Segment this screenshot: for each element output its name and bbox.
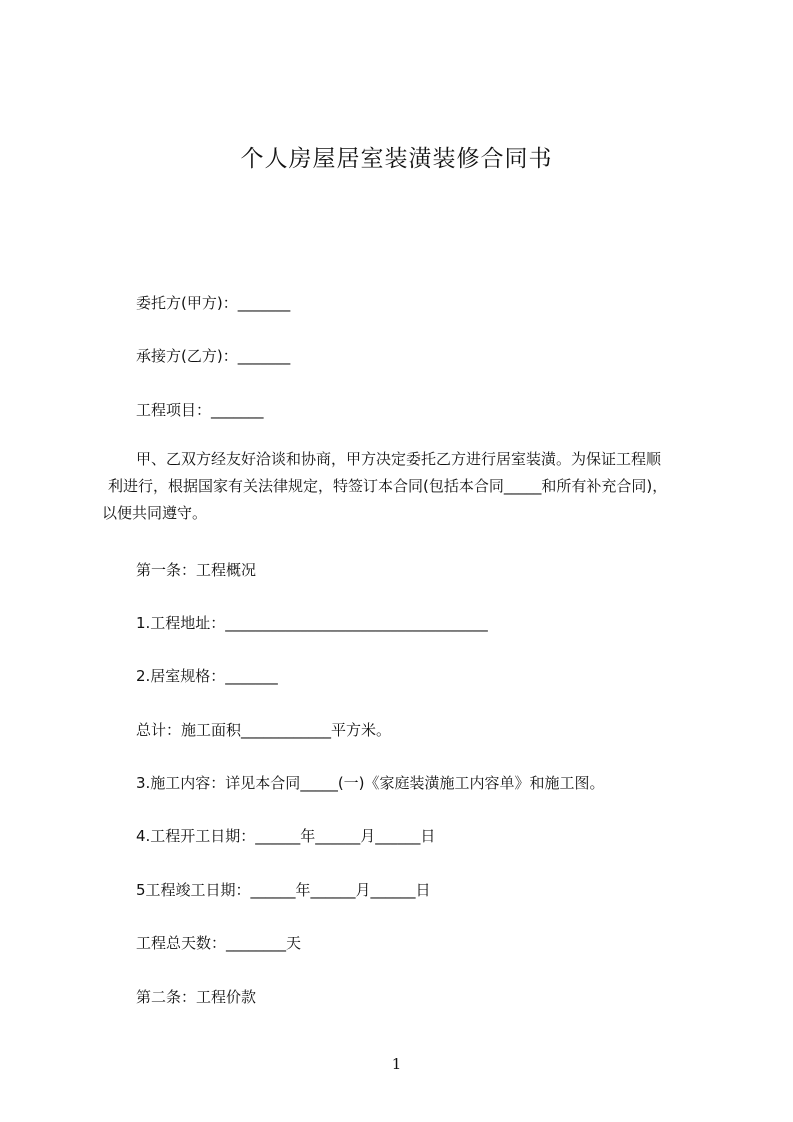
intro-line-2: 利进行，根据国家有关法律规定，特签订本合同(包括本合同_____和所有补充合同)， [108, 477, 668, 495]
intro-line-1: 甲、乙双方经友好洽谈和协商，甲方决定委托乙方进行居室装潢。为保证工程顺 [136, 450, 662, 468]
intro-line-3: 以便共同遵守。 [102, 504, 208, 522]
client-line: 委托方(甲方)：_______ [136, 294, 291, 312]
item-4-start-date: 4.工程开工日期：______年______月______日 [136, 827, 436, 845]
contractor-line: 承接方(乙方)：_______ [136, 347, 291, 365]
total-area: 总计：施工面积____________平方米。 [136, 721, 392, 739]
item-1-address: 1.工程地址：___________________________________ [136, 614, 488, 632]
item-3-content: 3.施工内容：详见本合同_____(一)《家庭装潢施工内容单》和施工图。 [136, 774, 605, 792]
page-number: 1 [391, 1055, 402, 1073]
total-days: 工程总天数：________天 [136, 934, 302, 952]
intro-paragraph [92, 446, 692, 527]
item-2-spec: 2.居室规格：_______ [136, 667, 278, 685]
project-line: 工程项目：_______ [136, 401, 264, 419]
article-2-heading: 第二条：工程价款 [136, 988, 257, 1006]
document-title: 个人房屋居室装潢装修合同书 [240, 146, 553, 172]
article-1-heading: 第一条：工程概况 [136, 561, 257, 579]
item-5-end-date: 5工程竣工日期：______年______月______日 [136, 881, 431, 899]
